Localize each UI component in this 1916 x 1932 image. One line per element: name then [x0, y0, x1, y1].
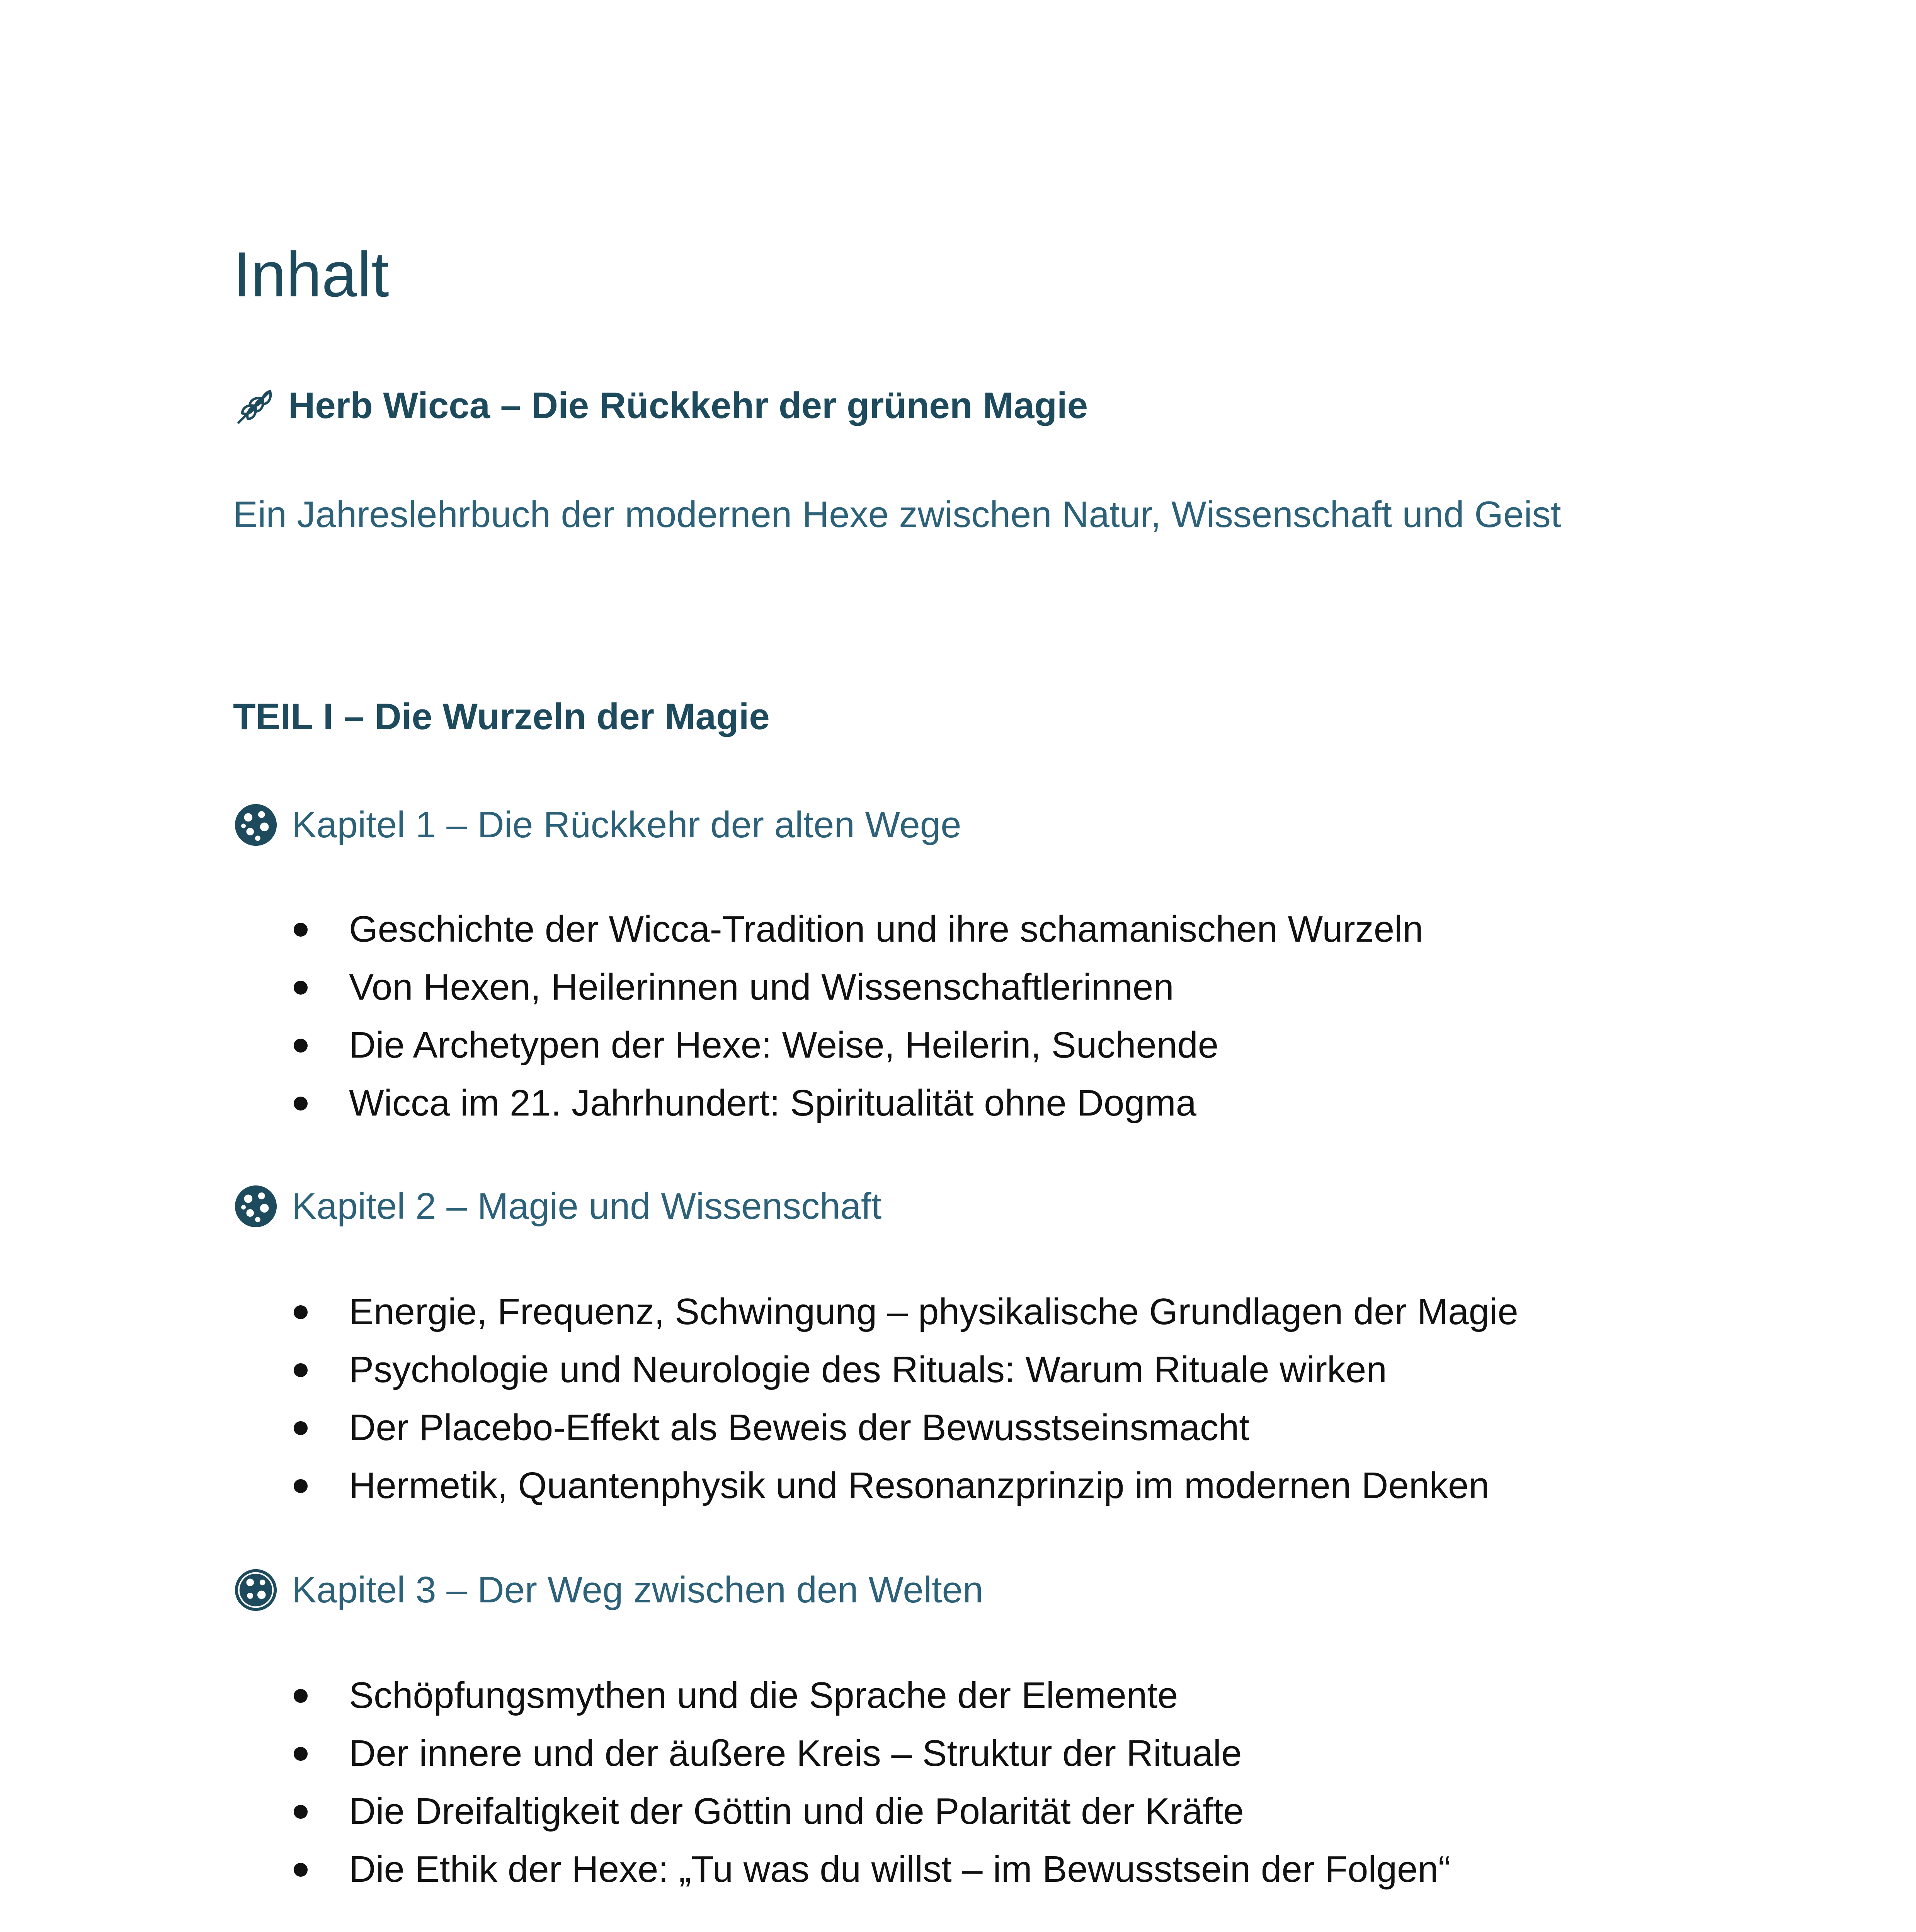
chapter-heading: [233, 798, 961, 852]
chapter-heading: [233, 1563, 983, 1617]
part-heading: TEIL I – Die Wurzeln der Magie: [233, 696, 770, 737]
book-title-line: [233, 379, 1088, 433]
bullet: [294, 981, 308, 995]
bullet: [294, 923, 308, 937]
document-page: Inhalt Herb Wicca – Die Rückkehr der grünen Magie Ein Jahreslehrbuch der modernen Hexe zwischen Natur, Wissenschaft und Geist TEIL I – Die Wurzeln der Magie Kapitel 1 – Die Rückkehr der alten Wege Geschichte der Wicca-Tradition und ihre schamanischen Wurzeln Von Hexen, Heilerinnen und Wissenschaftlerinnen Die Archetypen der Hexe: Weise, Heilerin, Suchende Wicca im 21. Jahrhundert: Spiritualität ohne Dogma Kapitel 2 – Magie und Wissenschaft Energie, Frequenz, Schwingung – physikalische Grundlagen der Magie Psychologie und Neurologie des Rituals: Warum Rituale wirken Der Placebo-Effekt als Beweis der Bewusstseinsmacht Hermetik, Quantenphysik und Resonanzprinzip im modernen Denken Kapitel 3 – Der Weg zwischen den Welten Schöpfungsmythen und die Sprache der Elemente Der innere und der äußere Kreis – Struktur der Rituale Die Dreifaltigkeit der Göttin und die Polarität der Kräfte Die Ethik der Hexe: „Tu was du willst – im Bewusstsein der Folgen“: [0, 0, 1916, 1932]
bullet: [294, 1039, 308, 1053]
bullet: [294, 1097, 308, 1111]
herb-leaf-icon: [233, 384, 277, 428]
chapter-title: Kapitel 1 – Die Rückkehr der alten Wege: [292, 804, 961, 845]
page-title: Inhalt: [233, 239, 389, 310]
bullet: [294, 1805, 308, 1819]
bullet: [294, 1305, 308, 1319]
bullet: [294, 1689, 308, 1703]
bullet: [294, 1479, 308, 1493]
globe-icon: [233, 1184, 279, 1229]
chapter-heading: [233, 1179, 881, 1233]
chapter-title: Kapitel 3 – Der Weg zwischen den Welten: [292, 1569, 984, 1611]
bullet: [294, 1421, 308, 1435]
bullet: [294, 1363, 308, 1377]
book-title: Herb Wicca – Die Rückkehr der grünen Magie: [288, 385, 1088, 426]
bullet: [294, 1863, 308, 1877]
chapter-title: Kapitel 2 – Magie und Wissenschaft: [292, 1185, 882, 1227]
globe-icon: [233, 802, 279, 848]
globe-icon: [233, 1567, 279, 1613]
bullet: [294, 1747, 308, 1761]
book-subtitle: Ein Jahreslehrbuch der modernen Hexe zwischen Natur, Wissenschaft und Geist: [233, 494, 1561, 535]
